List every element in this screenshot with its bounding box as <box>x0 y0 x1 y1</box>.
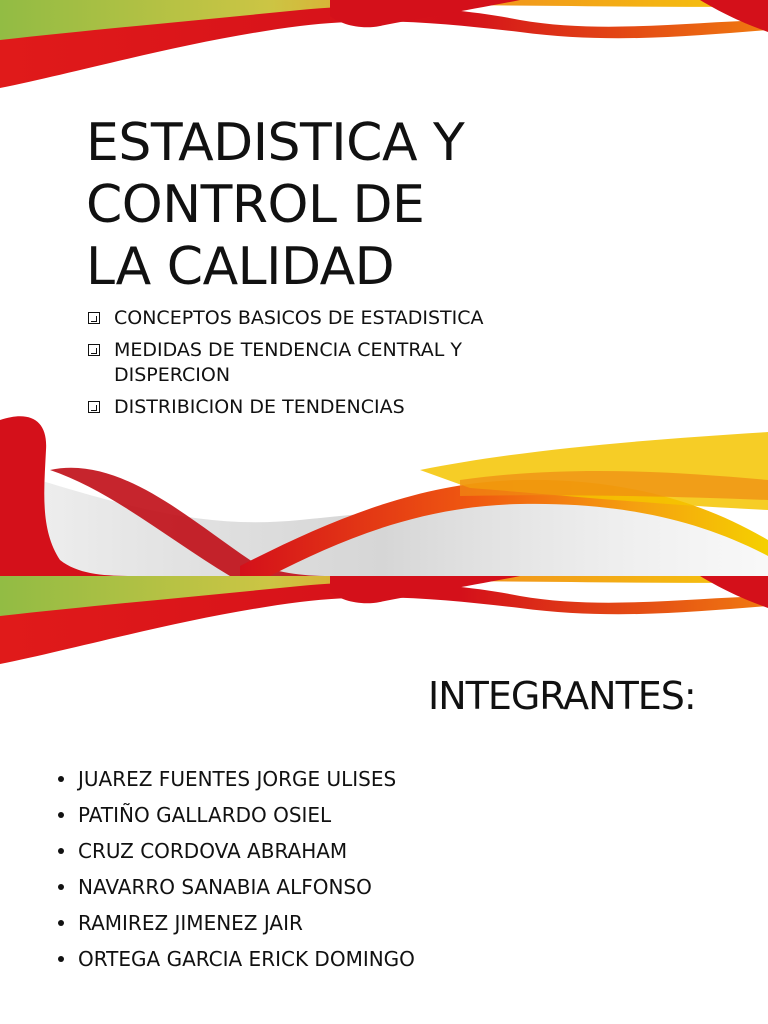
dot-icon <box>58 956 64 962</box>
member-name: CRUZ CORDOVA ABRAHAM <box>78 839 348 863</box>
list-item-text: MEDIDAS DE TENDENCIA CENTRAL Y DISPERCION <box>114 339 463 386</box>
member-name: JUAREZ FUENTES JORGE ULISES <box>78 767 397 791</box>
list-item <box>58 761 415 797</box>
dot-icon <box>58 848 64 854</box>
list-item <box>58 797 415 833</box>
members-heading: INTEGRANTES: <box>428 674 696 718</box>
dot-icon <box>58 776 64 782</box>
list-item <box>86 338 526 388</box>
checkbox-icon <box>88 312 100 324</box>
checkbox-icon <box>88 401 100 413</box>
list-item-text: CONCEPTOS BASICOS DE ESTADISTICA <box>114 307 484 329</box>
title-line: ESTADISTICA Y <box>86 113 465 173</box>
dot-icon <box>58 920 64 926</box>
title-line: CONTROL DE <box>86 175 425 235</box>
member-name: RAMIREZ JIMENEZ JAIR <box>78 911 303 935</box>
list-item <box>86 306 526 331</box>
dot-icon <box>58 884 64 890</box>
list-item <box>86 395 526 420</box>
slide-members <box>0 576 768 1024</box>
dot-icon <box>58 812 64 818</box>
title-line: LA CALIDAD <box>86 237 395 297</box>
list-item <box>58 833 415 869</box>
topic-list <box>86 306 526 427</box>
list-item <box>58 869 415 905</box>
list-item <box>58 941 415 977</box>
member-name: PATIÑO GALLARDO OSIEL <box>78 803 332 827</box>
slide-title-text <box>86 112 464 298</box>
checkbox-icon <box>88 344 100 356</box>
list-item <box>58 905 415 941</box>
members-list <box>58 761 415 977</box>
member-name: NAVARRO SANABIA ALFONSO <box>78 875 372 899</box>
member-name: ORTEGA GARCIA ERICK DOMINGO <box>78 947 415 971</box>
list-item-text: DISTRIBICION DE TENDENCIAS <box>114 396 405 418</box>
